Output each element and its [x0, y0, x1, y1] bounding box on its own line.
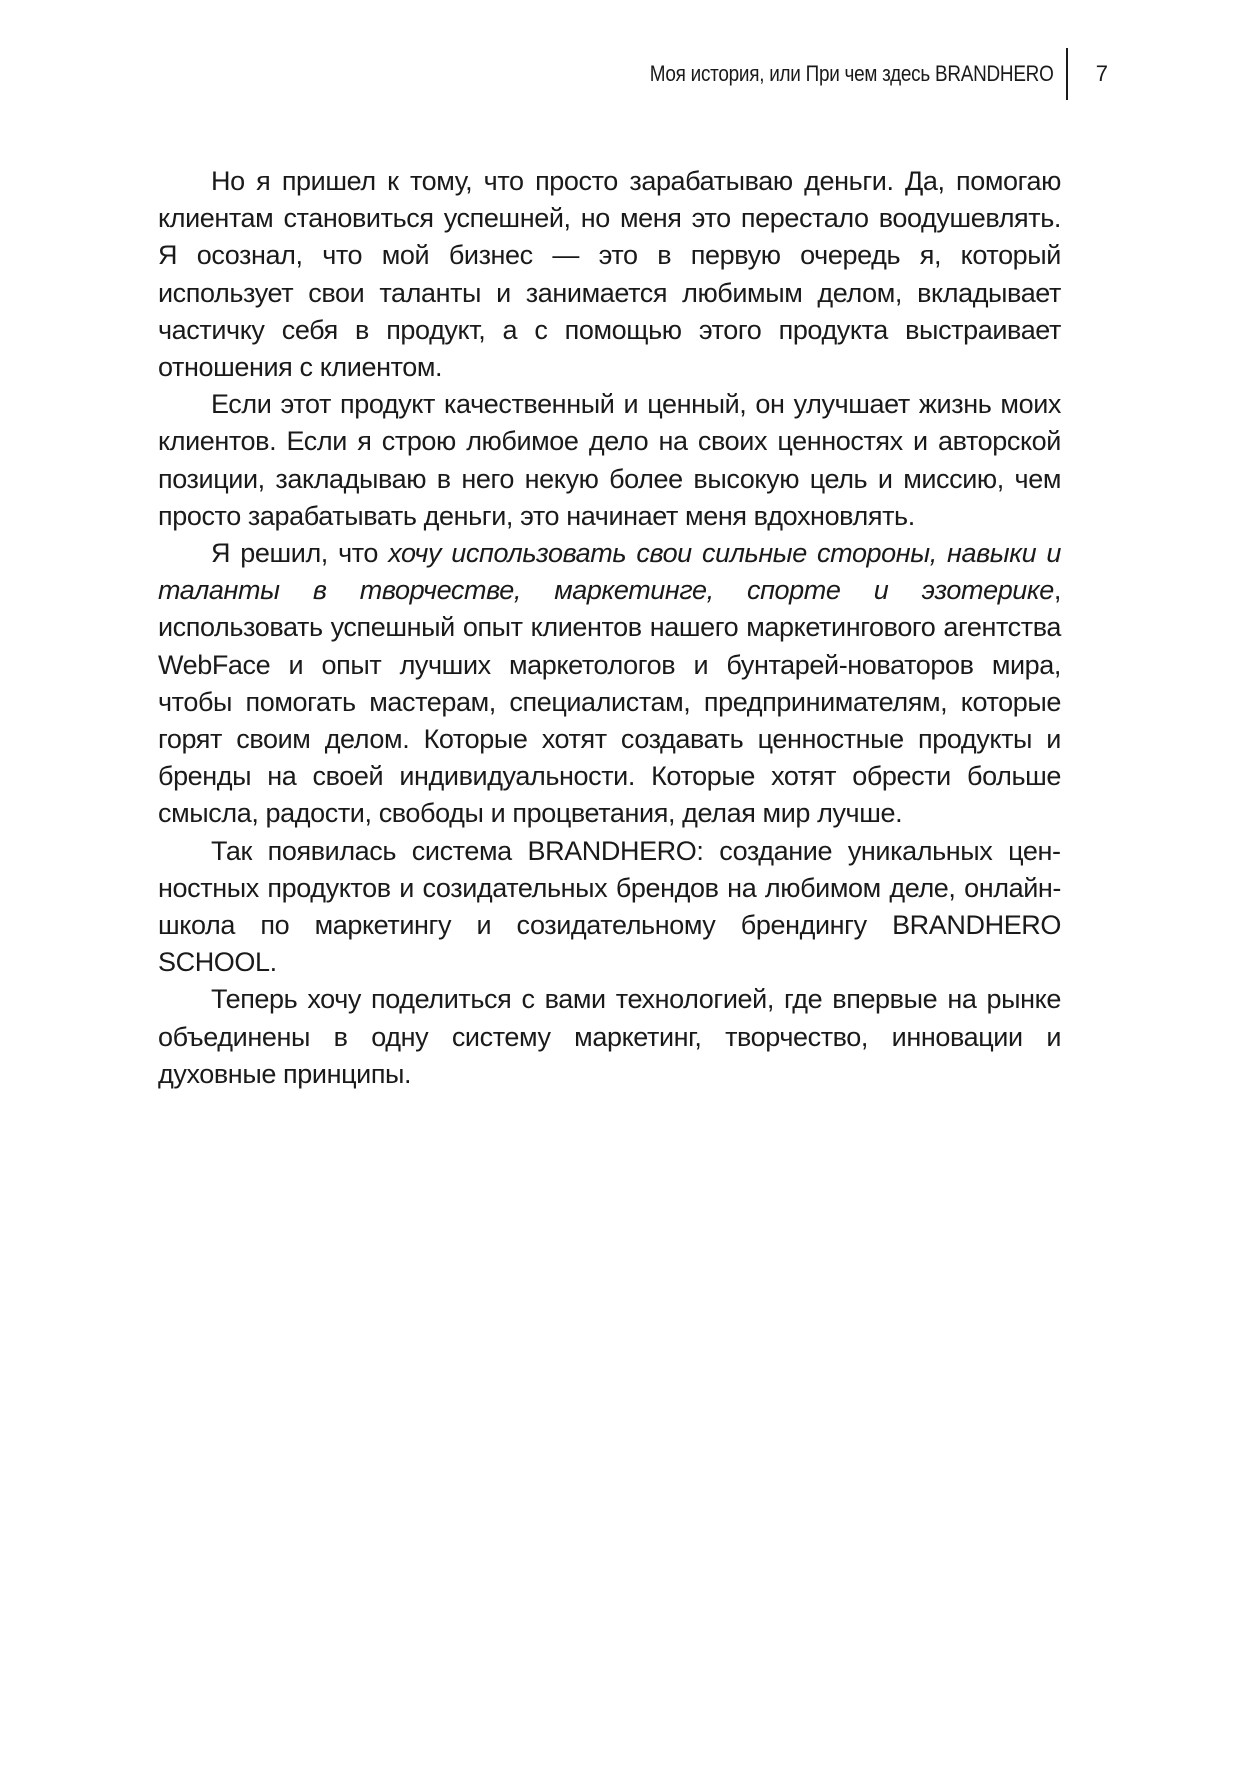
running-title: Моя история, или При чем здесь BRANDHERO — [649, 61, 1054, 86]
running-header — [582, 48, 1108, 100]
paragraph-3-rest: , использовать успешный опыт клиентов нашего маркетингового агентства WebFace и опыт лучших маркетологов и бунтарей-новаторов мира, чтобы помогать мастерам, специалистам, предпринимателям, которые горят своим делом. Которые хотят создавать ценностные продукты и бренды на своей индивидуальности. Которые хотят обрести больше смысла, радости, свободы и процветания, делая мир лучше. — [158, 575, 1061, 829]
paragraph-3-lead: Я решил, что — [211, 538, 389, 569]
paragraph-2: Если этот продукт качественный и ценный, он улучшает жизнь моих клиентов. Если я строю любимое дело на своих ценностях и авторской позиции, закладываю в него некую более высокую цель и миссию, чем просто зарабатывать деньги, это начинает меня вдохновлять. — [158, 389, 1061, 531]
paragraph-4: Так появилась система BRANDHERO: создание уникальных ценностных продуктов и созидательных брендов на любимом деле, онлайн-школа по маркетингу и созидательному брендингу BRANDHERO SCHOOL. — [158, 835, 1061, 978]
paragraph-3 — [158, 535, 1061, 833]
page-number: 7 — [1095, 61, 1108, 86]
paragraph-3-emphasis: хочу использовать свои сильные стороны, навыки и таланты в творчестве, маркетинге, спорте и эзотерике — [158, 538, 1061, 606]
paragraph-1: Но я пришел к тому, что просто зарабатываю деньги. Да, помогаю клиентам становиться успешней, но меня это перестало воодушевлять. Я осознал, что мой бизнес — это в первую очередь я, который использует свои таланты и занимается любимым делом, вкладывает частичку себя в продукт, а с помощью этого продукта выстраивает отношения с клиентом. — [158, 166, 1061, 383]
paragraph-5: Теперь хочу поделиться с вами технологией, где впервые на рынке объединены в одну систему маркетинг, творчество, инновации и духовные принципы. — [158, 984, 1061, 1089]
body-text — [158, 163, 1061, 1093]
